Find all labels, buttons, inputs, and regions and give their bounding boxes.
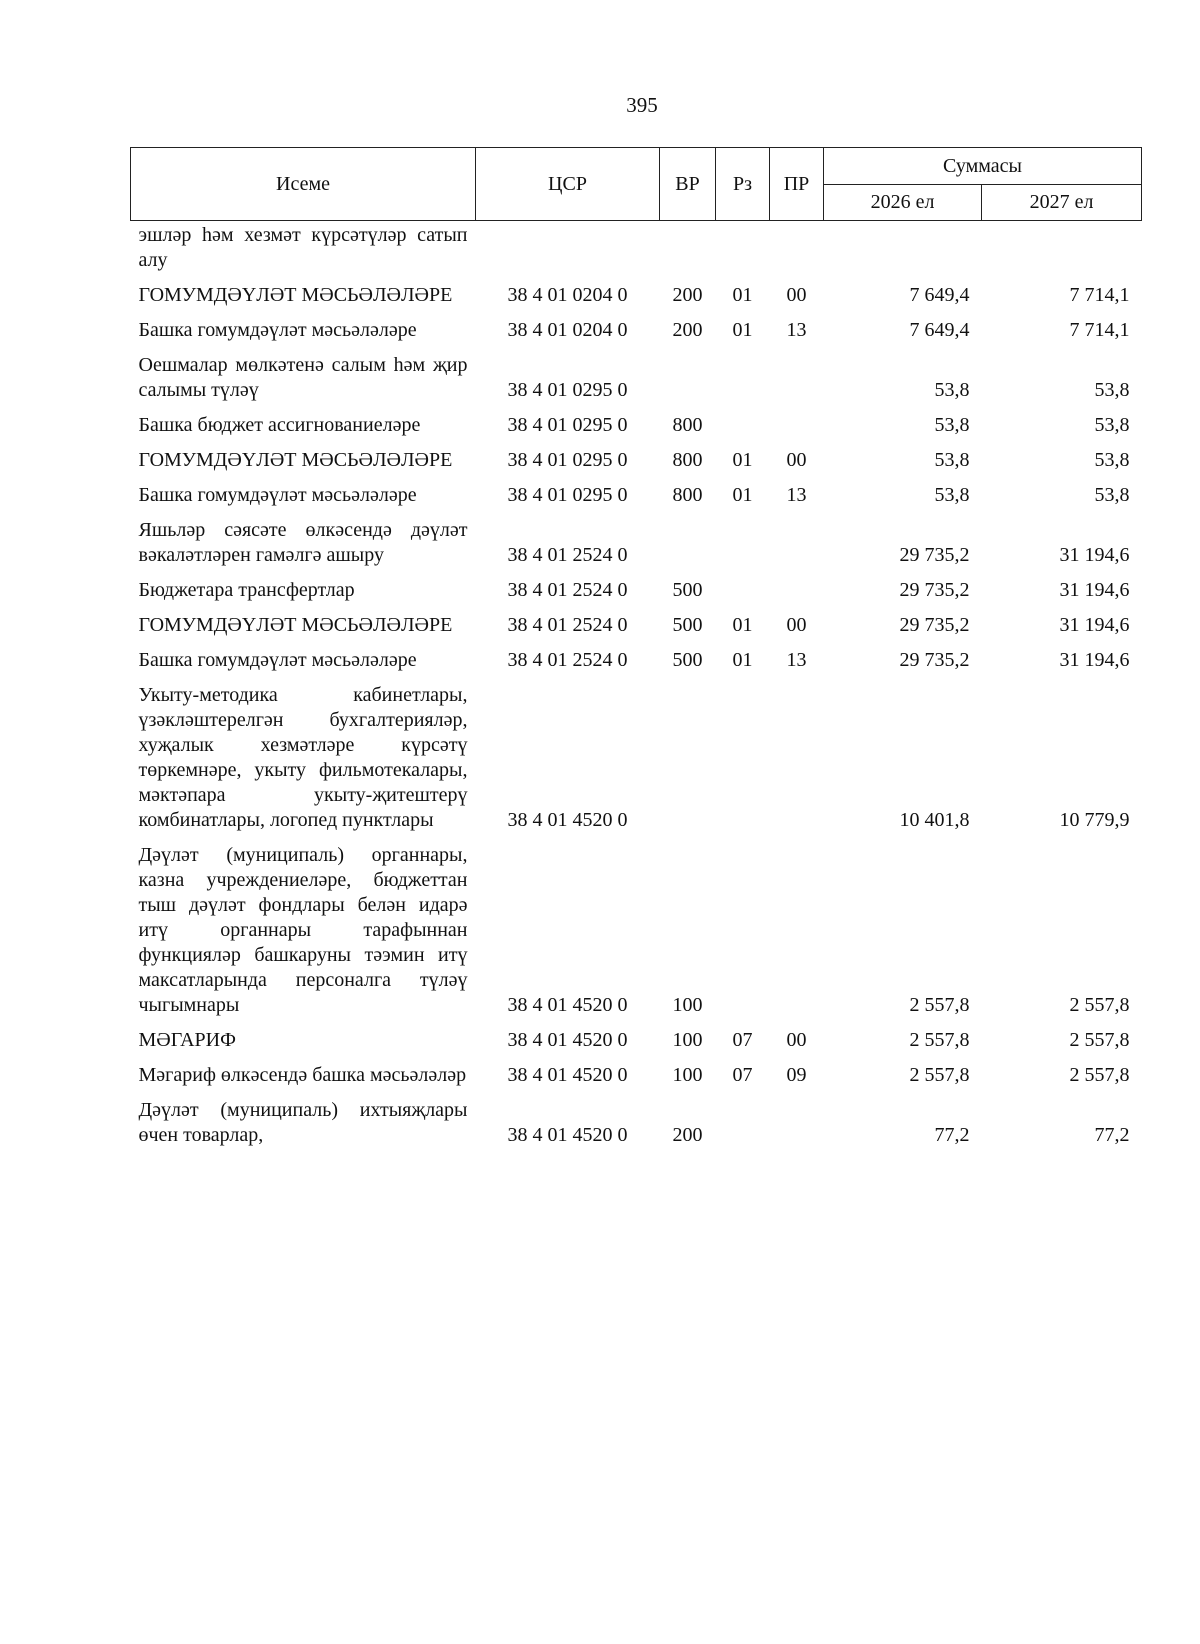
row-amount-2027: 31 194,6 xyxy=(1059,544,1130,566)
row-vr xyxy=(660,349,716,409)
header-pr: ПР xyxy=(770,148,824,221)
table-row xyxy=(131,349,1142,409)
row-amount-2027: 31 194,6 xyxy=(1059,579,1130,601)
row-name: Яшьләр сәясәте өлкәсендә дәүләт вәкаләтләрен гамәлгә ашыру xyxy=(138,519,468,566)
row-csr: 38 4 01 0295 0 xyxy=(507,484,628,506)
row-name: Башка бюджет ассигнованиеләре xyxy=(138,414,421,436)
table-row xyxy=(131,221,1142,280)
header-rz: Рз xyxy=(716,148,770,221)
row-name: МӘГАРИФ xyxy=(138,1029,236,1051)
header-year-2027: 2027 ел xyxy=(982,185,1142,221)
row-vr: 500 xyxy=(672,579,703,601)
row-csr: 38 4 01 0295 0 xyxy=(507,379,628,401)
table-body xyxy=(131,221,1142,1155)
row-rz xyxy=(716,349,770,409)
row-name: Дәүләт (муниципаль) органнары, казна учреждениеләре, бюджеттан тыш дәүләт фондлары белән идарә итү органнары тарафыннан функцияләр башкаруны тәэмин итү максатларында персоналга түләү чыгымнары xyxy=(138,844,468,1016)
row-rz: 01 xyxy=(732,614,753,636)
row-amount-2026: 29 735,2 xyxy=(899,614,970,636)
row-name: ГОМУМДӘҮЛӘТ МӘСЬӘЛӘЛӘРЕ xyxy=(138,284,453,306)
row-amount-2027: 10 779,9 xyxy=(1059,809,1130,831)
row-csr: 38 4 01 4520 0 xyxy=(507,809,628,831)
row-amount-2026: 2 557,8 xyxy=(909,1029,970,1051)
row-rz xyxy=(716,574,770,609)
row-rz xyxy=(716,221,770,280)
row-amount-2027: 7 714,1 xyxy=(1069,319,1130,341)
row-amount-2027: 2 557,8 xyxy=(1069,1029,1130,1051)
row-amount-2026: 29 735,2 xyxy=(899,579,970,601)
row-amount-2027: 2 557,8 xyxy=(1069,1064,1130,1086)
row-pr: 13 xyxy=(786,484,807,506)
table-row xyxy=(131,1059,1142,1094)
header-year-2026: 2026 ел xyxy=(824,185,982,221)
row-rz xyxy=(716,409,770,444)
row-csr: 38 4 01 2524 0 xyxy=(507,579,628,601)
row-vr: 200 xyxy=(672,1124,703,1146)
row-name: Дәүләт (муниципаль) ихтыяҗлары өчен товарлар, xyxy=(138,1099,468,1146)
row-pr: 00 xyxy=(786,1029,807,1051)
row-amount-2026: 7 649,4 xyxy=(909,319,970,341)
row-csr: 38 4 01 0204 0 xyxy=(507,284,628,306)
row-amount-2027: 2 557,8 xyxy=(1069,994,1130,1016)
row-rz xyxy=(716,514,770,574)
row-amount-2026: 7 649,4 xyxy=(909,284,970,306)
row-name: Башка гомумдәүләт мәсьәләләре xyxy=(138,319,417,341)
row-vr xyxy=(660,514,716,574)
row-amount-2027: 53,8 xyxy=(1094,449,1130,471)
row-amount-2027: 31 194,6 xyxy=(1059,614,1130,636)
row-amount-2027: 7 714,1 xyxy=(1069,284,1130,306)
table-row xyxy=(131,279,1142,314)
row-csr: 38 4 01 2524 0 xyxy=(507,544,628,566)
table-row xyxy=(131,514,1142,574)
row-pr: 13 xyxy=(786,319,807,341)
row-rz xyxy=(716,839,770,1024)
table-header xyxy=(131,148,1142,221)
row-amount-2026: 53,8 xyxy=(934,414,970,436)
row-pr xyxy=(770,409,824,444)
table-row xyxy=(131,409,1142,444)
row-pr xyxy=(770,839,824,1024)
row-vr: 500 xyxy=(672,614,703,636)
row-pr xyxy=(770,349,824,409)
row-vr: 100 xyxy=(672,994,703,1016)
row-csr: 38 4 01 0295 0 xyxy=(507,449,628,471)
row-name: ГОМУМДӘҮЛӘТ МӘСЬӘЛӘЛӘРЕ xyxy=(138,614,453,636)
row-pr: 09 xyxy=(786,1064,807,1086)
row-name: Укыту-методика кабинетлары, үзәкләштерелгән бухгалтерияләр, хуҗалык хезмәтләре күрсәтү төркемнәре, укыту фильмотекалары, мәктәпара укыту-җитештерү комбинатлары, логопед пунктлары xyxy=(138,684,468,831)
table-row xyxy=(131,314,1142,349)
row-vr: 100 xyxy=(672,1064,703,1086)
table-row xyxy=(131,479,1142,514)
row-csr: 38 4 01 4520 0 xyxy=(507,1029,628,1051)
row-amount-2027 xyxy=(982,221,1142,280)
row-name: Мәгариф өлкәсендә башка мәсьәләләр xyxy=(138,1064,467,1086)
row-rz: 01 xyxy=(732,319,753,341)
row-name: Бюджетара трансфертлар xyxy=(138,579,355,601)
row-amount-2027: 77,2 xyxy=(1094,1124,1130,1146)
row-amount-2026: 53,8 xyxy=(934,484,970,506)
row-rz: 07 xyxy=(732,1064,753,1086)
row-amount-2026 xyxy=(824,221,982,280)
table-row xyxy=(131,444,1142,479)
row-vr: 200 xyxy=(672,284,703,306)
row-pr: 00 xyxy=(786,614,807,636)
row-csr: 38 4 01 0295 0 xyxy=(507,414,628,436)
row-amount-2026: 29 735,2 xyxy=(899,544,970,566)
row-pr xyxy=(770,514,824,574)
row-csr: 38 4 01 4520 0 xyxy=(507,1064,628,1086)
row-pr: 00 xyxy=(786,284,807,306)
row-amount-2027: 53,8 xyxy=(1094,379,1130,401)
row-csr xyxy=(476,221,660,280)
row-amount-2027: 31 194,6 xyxy=(1059,649,1130,671)
row-csr: 38 4 01 0204 0 xyxy=(507,319,628,341)
row-name: ГОМУМДӘҮЛӘТ МӘСЬӘЛӘЛӘРЕ xyxy=(138,449,453,471)
row-rz: 01 xyxy=(732,449,753,471)
row-amount-2026: 53,8 xyxy=(934,379,970,401)
row-vr: 800 xyxy=(672,414,703,436)
table-row xyxy=(131,1024,1142,1059)
row-rz xyxy=(716,679,770,839)
budget-table xyxy=(130,147,1142,1154)
row-rz: 01 xyxy=(732,649,753,671)
row-csr: 38 4 01 4520 0 xyxy=(507,1124,628,1146)
row-pr: 13 xyxy=(786,649,807,671)
row-name: Башка гомумдәүләт мәсьәләләре xyxy=(138,649,417,671)
row-rz: 07 xyxy=(732,1029,753,1051)
row-vr: 500 xyxy=(672,649,703,671)
header-csr: ЦСР xyxy=(476,148,660,221)
row-name: эшләр һәм хезмәт күрсәтүләр сатып алу xyxy=(138,224,468,271)
row-csr: 38 4 01 2524 0 xyxy=(507,649,628,671)
table-row xyxy=(131,644,1142,679)
table-row xyxy=(131,574,1142,609)
page-number: 395 xyxy=(626,93,658,117)
row-name: Башка гомумдәүләт мәсьәләләре xyxy=(138,484,417,506)
header-vr: ВР xyxy=(660,148,716,221)
row-name: Оешмалар мөлкәтенә салым һәм җир салымы түләү xyxy=(138,354,468,401)
table-row xyxy=(131,839,1142,1024)
row-vr xyxy=(660,679,716,839)
row-rz xyxy=(716,1094,770,1154)
row-amount-2026: 29 735,2 xyxy=(899,649,970,671)
row-csr: 38 4 01 2524 0 xyxy=(507,614,628,636)
header-name: Исеме xyxy=(131,148,476,221)
row-csr: 38 4 01 4520 0 xyxy=(507,994,628,1016)
row-amount-2026: 53,8 xyxy=(934,449,970,471)
table-row xyxy=(131,609,1142,644)
table-row xyxy=(131,679,1142,839)
row-pr xyxy=(770,1094,824,1154)
row-amount-2026: 2 557,8 xyxy=(909,1064,970,1086)
row-rz: 01 xyxy=(732,484,753,506)
row-vr: 100 xyxy=(672,1029,703,1051)
row-amount-2026: 2 557,8 xyxy=(909,994,970,1016)
row-vr: 200 xyxy=(672,319,703,341)
row-pr xyxy=(770,679,824,839)
row-amount-2026: 10 401,8 xyxy=(899,809,970,831)
row-pr xyxy=(770,574,824,609)
row-amount-2026: 77,2 xyxy=(934,1124,970,1146)
row-amount-2027: 53,8 xyxy=(1094,484,1130,506)
header-sums: Суммасы xyxy=(824,148,1142,185)
row-pr: 00 xyxy=(786,449,807,471)
table-row xyxy=(131,1094,1142,1154)
row-amount-2027: 53,8 xyxy=(1094,414,1130,436)
row-vr: 800 xyxy=(672,484,703,506)
row-vr xyxy=(660,221,716,280)
row-vr: 800 xyxy=(672,449,703,471)
row-pr xyxy=(770,221,824,280)
row-rz: 01 xyxy=(732,284,753,306)
